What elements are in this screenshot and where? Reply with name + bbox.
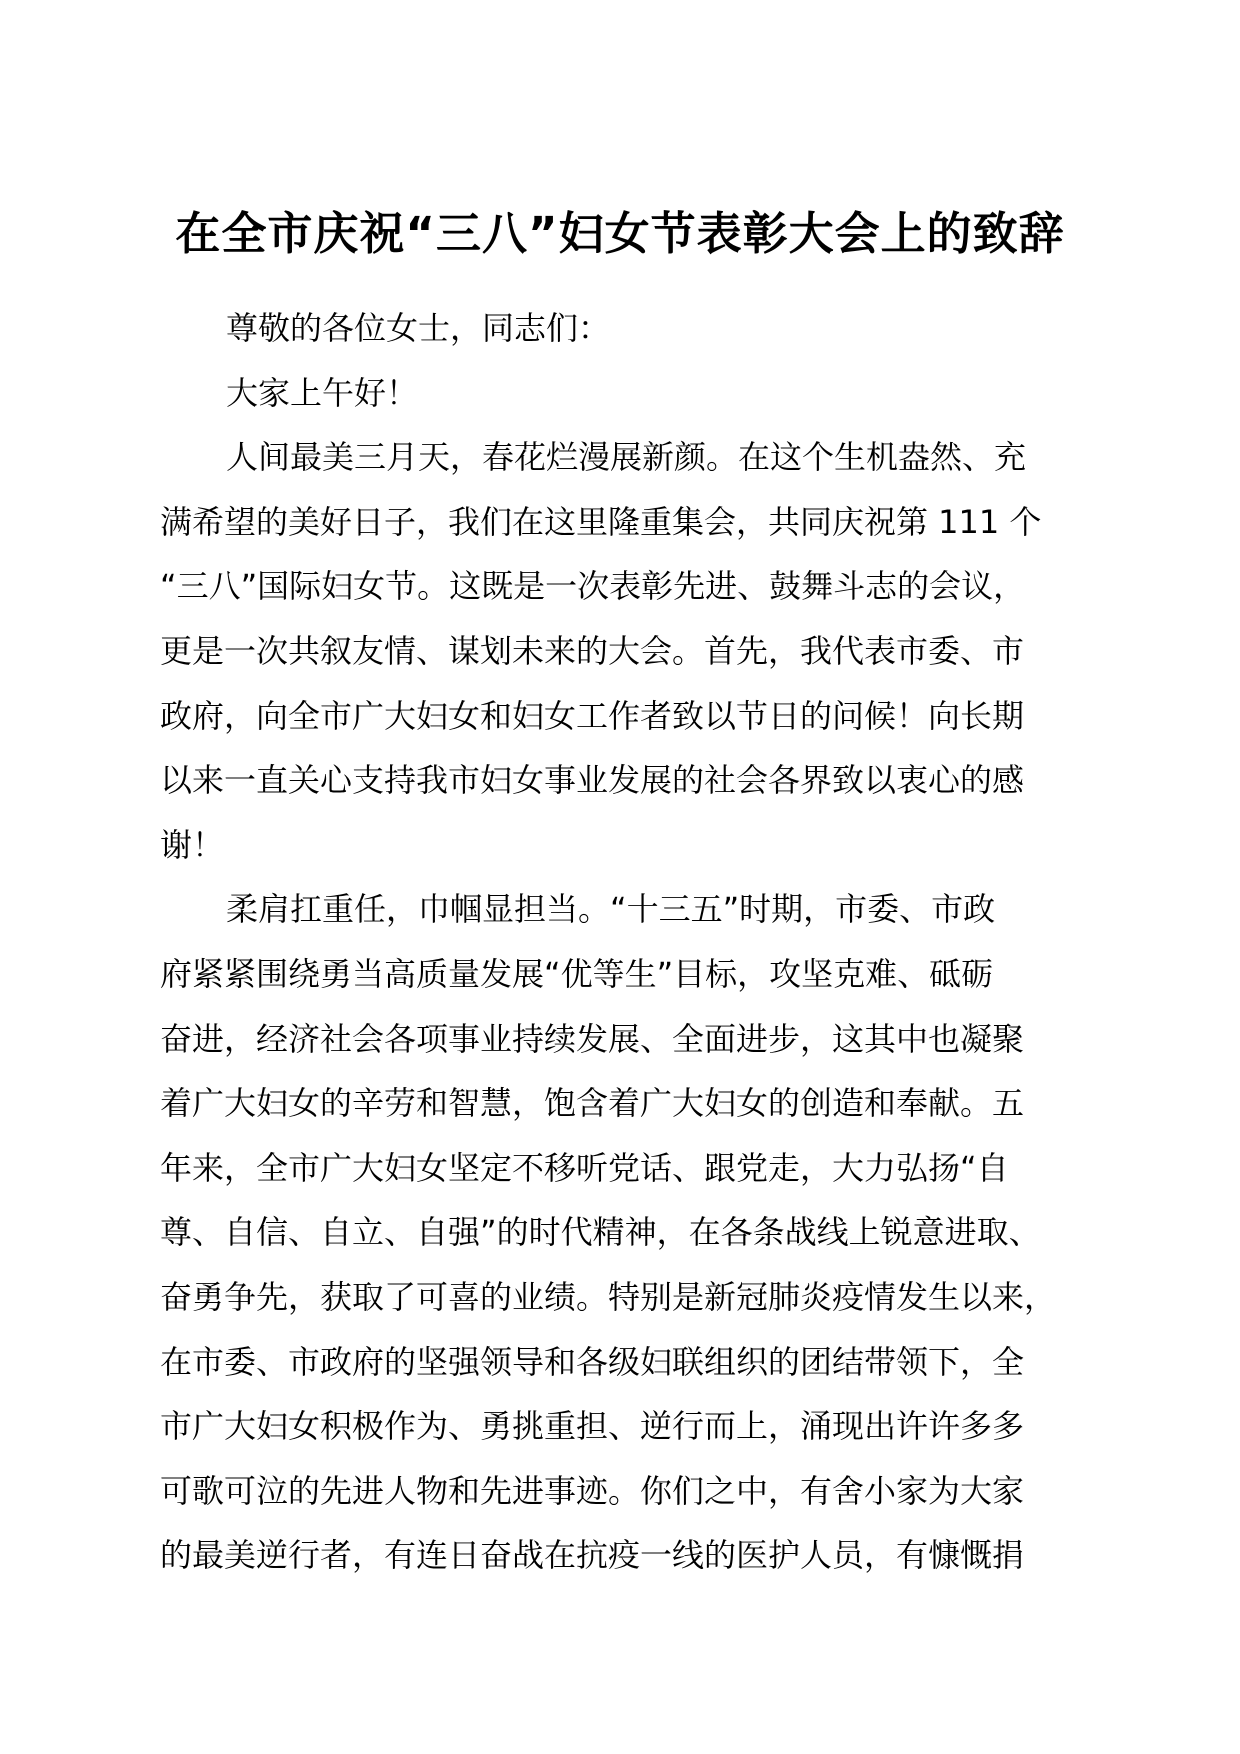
text-line: 年来，全市广大妇女坚定不移听党话、跟党走，大力弘扬“自 [160,1148,1009,1187]
text-line: 政府，向全市广大妇女和妇女工作者致以节日的问候！向长期 [160,696,1025,735]
document-title: 在全市庆祝“三八”妇女节表彰大会上的致辞 [175,207,1065,260]
text-line: 在市委、市政府的坚强领导和各级妇联组织的团结带领下，全 [160,1342,1025,1381]
text-line: 着广大妇女的辛劳和智慧，饱含着广大妇女的创造和奉献。五 [160,1084,1025,1123]
text-line: 满希望的美好日子，我们在这里隆重集会，共同庆祝第 111 个 [160,502,1042,541]
text-line: 奋进，经济社会各项事业持续发展、全面进步，这其中也凝聚 [160,1019,1025,1058]
text-line: 尊、自信、自立、自强”的时代精神，在各条战线上锐意进取、 [160,1213,1041,1252]
text-line: 尊敬的各位女士，同志们： [226,309,611,347]
text-line: 府紧紧围绕勇当高质量发展“优等生”目标，攻坚克难、砥砺 [160,954,994,993]
text-line: 市广大妇女积极作为、勇挑重担、逆行而上，涌现出许许多多 [160,1407,1025,1446]
document-body [160,296,1120,1588]
text-line: “三八”国际妇女节。这既是一次表彰先进、鼓舞斗志的会议， [160,567,1026,606]
text-line: 奋勇争先，获取了可喜的业绩。特别是新冠肺炎疫情发生以来， [160,1277,1057,1316]
text-line: 人间最美三月天，春花烂漫展新颜。在这个生机盎然、充 [226,438,1027,477]
text-line: 可歌可泣的先进人物和先进事迹。你们之中，有舍小家为大家 [160,1471,1025,1510]
text-line: 谢！ [160,825,225,864]
text-line: 的最美逆行者，有连日奋战在抗疫一线的医护人员，有慷慨捐 [160,1536,1025,1575]
text-line: 柔肩扛重任，巾帼显担当。“十三五”时期，市委、市政 [226,890,996,929]
text-line: 以来一直关心支持我市妇女事业发展的社会各界致以衷心的感 [160,761,1025,800]
text-line: 更是一次共叙友情、谋划未来的大会。首先，我代表市委、市 [160,631,1025,670]
text-line: 大家上午好！ [226,373,419,412]
